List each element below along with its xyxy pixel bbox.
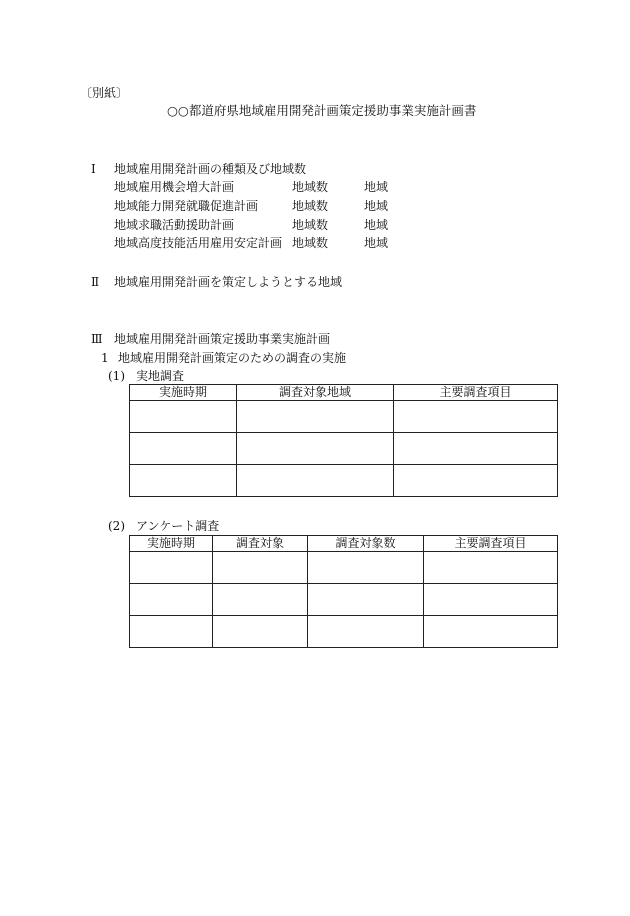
plan-type-name: 地域求職活動援助計画 (114, 218, 235, 232)
subsection1-heading: 地域雇用開発計画策定のための調査の実施 (118, 351, 347, 365)
field-survey-table (129, 384, 558, 497)
table-cell (308, 584, 424, 616)
plan-type-count-label: 地域数 (292, 236, 329, 250)
table-cell (424, 616, 558, 648)
table-row (130, 401, 558, 433)
table-cell (213, 584, 308, 616)
table-cell (308, 616, 424, 648)
survey1-heading: 実地調査 (136, 369, 185, 383)
section1-numeral: Ⅰ (91, 162, 96, 176)
column-header: 調査対象 (213, 536, 308, 552)
section1-heading: 地域雇用開発計画の種類及び地域数 (114, 162, 307, 176)
survey1-number: (1) (108, 369, 125, 383)
table-cell (237, 465, 394, 497)
column-header: 主要調査項目 (394, 385, 558, 401)
plan-type-unit: 地域 (364, 199, 389, 213)
questionnaire-survey-table (129, 535, 558, 648)
table-cell (130, 552, 213, 584)
survey2-number: (2) (108, 519, 125, 533)
attachment-label: 〔別紙〕 (80, 86, 129, 100)
plan-type-count-label: 地域数 (292, 199, 329, 213)
table-header-row (130, 536, 558, 552)
table-row (130, 552, 558, 584)
table-cell (424, 552, 558, 584)
table-cell (394, 401, 558, 433)
table-cell (237, 401, 394, 433)
survey2-heading: アンケート調査 (136, 519, 220, 533)
column-header: 実施時期 (130, 536, 213, 552)
plan-type-count-label: 地域数 (292, 180, 329, 194)
column-header: 実施時期 (130, 385, 237, 401)
subsection1-number: 1 (101, 351, 109, 365)
plan-type-unit: 地域 (364, 180, 389, 194)
column-header: 調査対象地域 (237, 385, 394, 401)
table-cell (394, 465, 558, 497)
table-row (130, 433, 558, 465)
plan-type-unit: 地域 (364, 218, 389, 232)
table-cell (394, 433, 558, 465)
table-cell (308, 552, 424, 584)
table-cell (213, 616, 308, 648)
plan-type-name: 地域雇用機会増大計画 (114, 180, 235, 194)
plan-type-name: 地域能力開発就職促進計画 (114, 199, 259, 213)
table-header-row (130, 385, 558, 401)
section2-heading: 地域雇用開発計画を策定しようとする地域 (114, 275, 343, 289)
table-cell (237, 433, 394, 465)
table-row (130, 616, 558, 648)
column-header: 調査対象数 (308, 536, 424, 552)
table-cell (130, 433, 237, 465)
table-row (130, 465, 558, 497)
section3-numeral: Ⅲ (91, 332, 103, 346)
table-cell (213, 552, 308, 584)
table-cell (130, 584, 213, 616)
table-cell (130, 616, 213, 648)
table-row (130, 584, 558, 616)
plan-type-unit: 地域 (364, 236, 389, 250)
section2-numeral: Ⅱ (91, 275, 100, 289)
table-cell (130, 401, 237, 433)
table-cell (424, 584, 558, 616)
table-cell (130, 465, 237, 497)
plan-type-count-label: 地域数 (292, 218, 329, 232)
section3-heading: 地域雇用開発計画策定援助事業実施計画 (114, 332, 331, 346)
plan-type-name: 地域高度技能活用雇用安定計画 (114, 236, 283, 250)
document-title: ○○都道府県地域雇用開発計画策定援助事業実施計画書 (167, 103, 477, 118)
column-header: 主要調査項目 (424, 536, 558, 552)
